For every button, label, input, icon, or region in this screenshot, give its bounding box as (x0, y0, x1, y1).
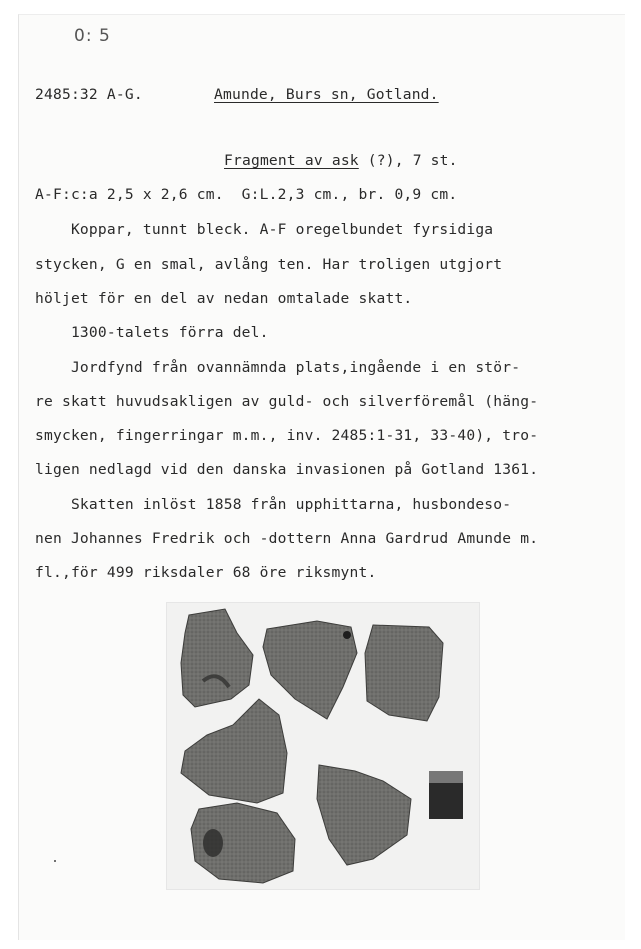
description-line: nen Johannes Fredrik och -dottern Anna Gardrud Amunde m. (35, 530, 539, 547)
fragment-b (263, 621, 357, 719)
description-line: stycken, G en smal, avlång ten. Har troligen utgjort (35, 256, 503, 273)
description-line: 1300-talets förra del. (35, 324, 269, 341)
object-title-row (224, 152, 458, 169)
fragment-e (317, 765, 411, 865)
object-title-suffix: (?), 7 st. (358, 152, 458, 169)
description-line: Koppar, tunnt bleck. A-F oregelbundet fyrsidiga (35, 221, 494, 238)
fragment-c (365, 625, 443, 721)
description-line: Skatten inlöst 1858 från upphittarna, husbondeso- (35, 496, 512, 513)
catalog-number: 2485:32 A-G. (35, 86, 143, 103)
description-line: ligen nedlagd vid den danska invasionen på Gotland 1361. (35, 461, 539, 478)
location-heading: Amunde, Burs sn, Gotland. (214, 86, 439, 103)
description-line: höljet för en del av nedan omtalade skatt. (35, 290, 413, 307)
fragment-d (181, 699, 287, 803)
description-line: smycken, fingerringar m.m., inv. 2485:1-31, 33-40), tro- (35, 427, 539, 444)
description-line: Jordfynd från ovannämnda plats,ingående i en stör- (35, 359, 521, 376)
object-title: Fragment av ask (224, 152, 359, 169)
ink-dot (54, 860, 56, 862)
fragment-a (181, 609, 253, 707)
handwritten-mark: 0: 5 (74, 26, 111, 46)
artifact-photo (166, 602, 480, 890)
dimensions-line: A-F:c:a 2,5 x 2,6 cm. G:L.2,3 cm., br. 0,9 cm. (35, 186, 458, 203)
description-line: re skatt huvudsakligen av guld- och silverföremål (häng- (35, 393, 539, 410)
description-line: fl.,för 499 riksdaler 68 öre riksmynt. (35, 564, 377, 581)
artifact-fragments (167, 603, 479, 889)
